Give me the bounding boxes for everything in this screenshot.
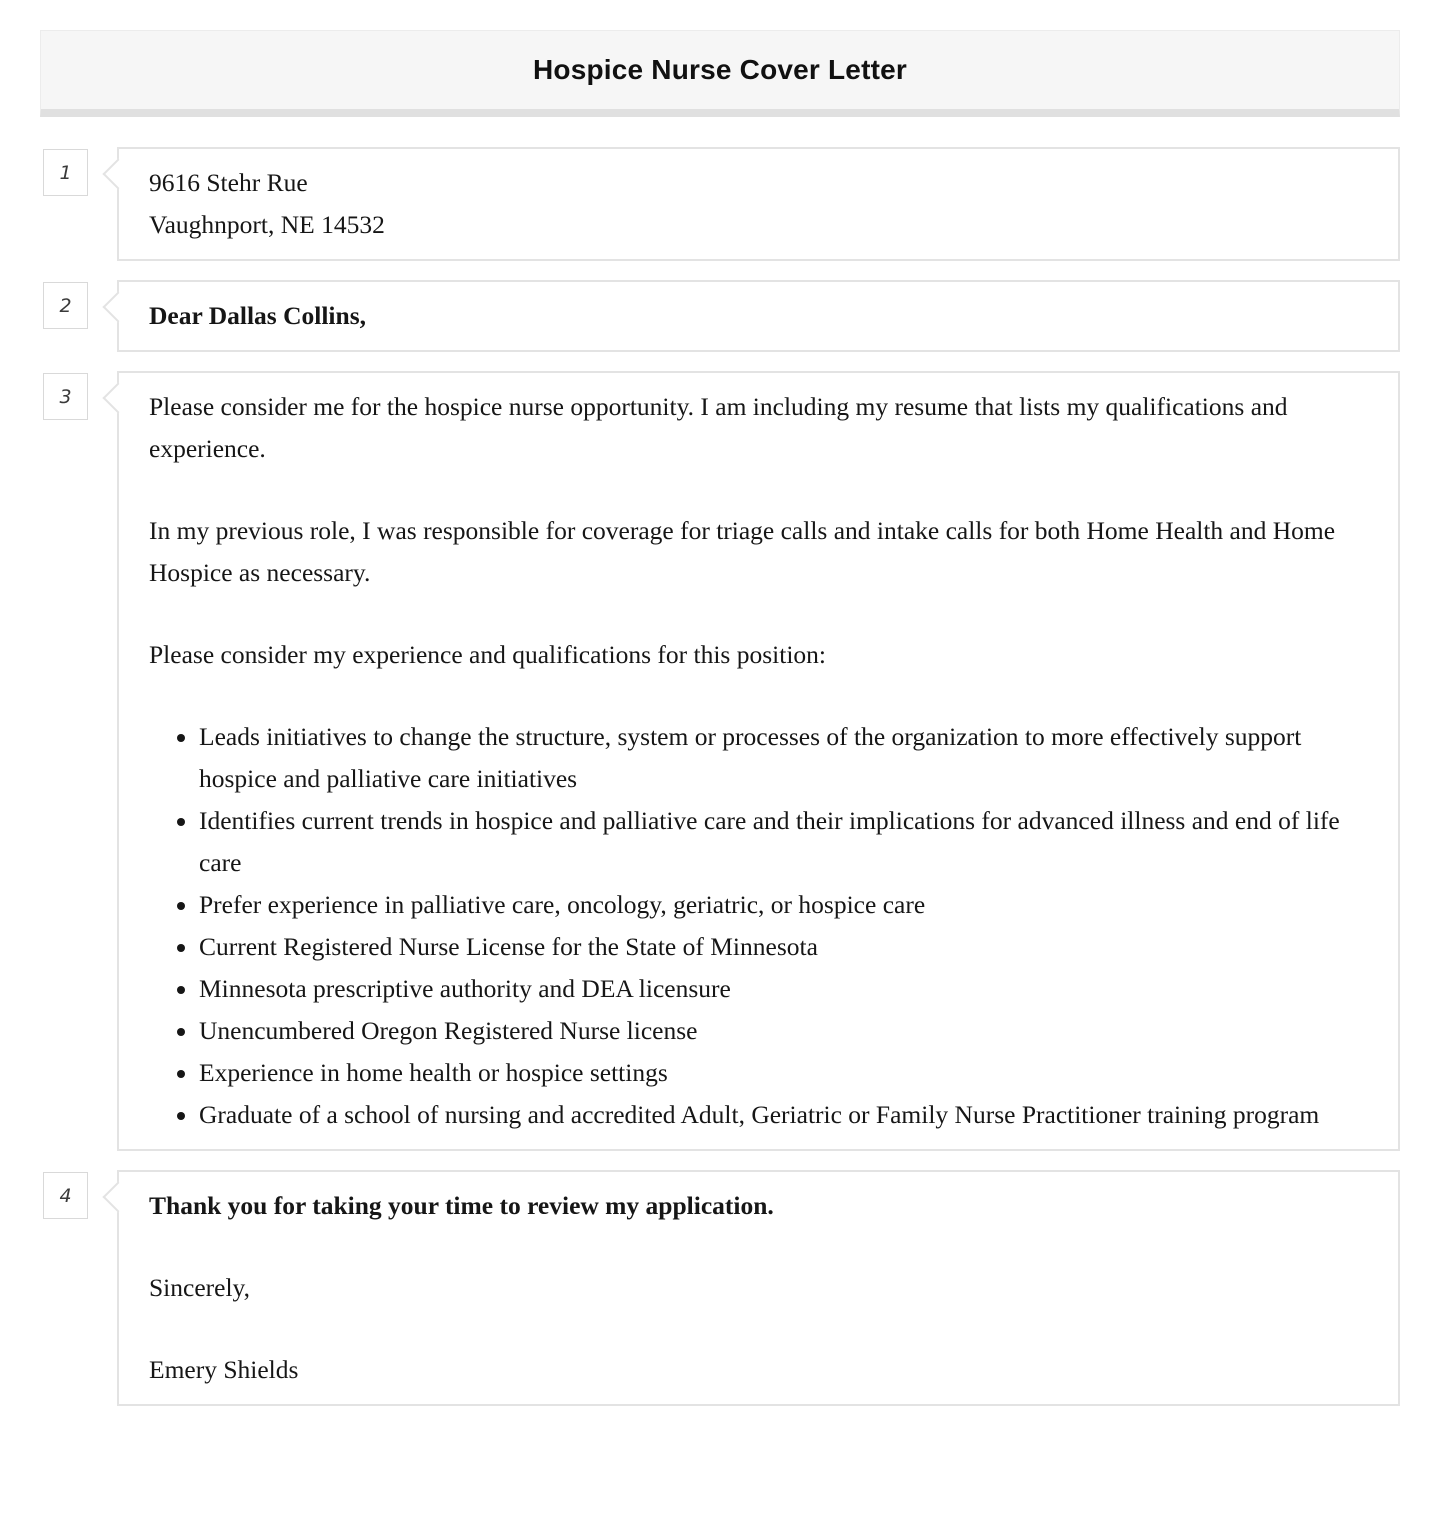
section-number-badge: 3 bbox=[43, 373, 88, 420]
section-address bbox=[59, 147, 1400, 261]
signature-text: Emery Shields bbox=[149, 1355, 299, 1384]
bullet-item: • Leads initiatives to change the structure, system or processes of the organization to more effectively support hospice and palliative care initiatives bbox=[199, 716, 1368, 800]
address-line-2: Vaughnport, NE 14532 bbox=[149, 210, 385, 239]
section-closing bbox=[59, 1170, 1400, 1406]
address-box bbox=[117, 147, 1400, 261]
closing-box bbox=[117, 1170, 1400, 1406]
page-header bbox=[40, 30, 1400, 117]
page-title: Hospice Nurse Cover Letter bbox=[533, 54, 907, 85]
qualifications-list bbox=[149, 716, 1368, 1136]
bullet-item: • Prefer experience in palliative care, oncology, geriatric, or hospice care bbox=[199, 884, 1368, 926]
section-body bbox=[59, 371, 1400, 1151]
body-paragraph-1: Please consider me for the hospice nurse opportunity. I am including my resume that lists my qualifications and experience. bbox=[149, 392, 1288, 463]
body-paragraph-2: In my previous role, I was responsible for coverage for triage calls and intake calls for both Home Health and Home Hospice as necessary. bbox=[149, 516, 1336, 587]
letter-body bbox=[0, 117, 1440, 1406]
section-number-badge: 1 bbox=[43, 149, 88, 196]
bullet-item: • Experience in home health or hospice settings bbox=[199, 1052, 1368, 1094]
bullet-item: • Identifies current trends in hospice and palliative care and their implications for advanced illness and end of life care bbox=[199, 800, 1368, 884]
section-number-badge: 4 bbox=[43, 1172, 88, 1219]
thanks-text: Thank you for taking your time to review my application. bbox=[149, 1191, 774, 1220]
bullet-item: • Unencumbered Oregon Registered Nurse license bbox=[199, 1010, 1368, 1052]
bullet-item: • Minnesota prescriptive authority and DEA licensure bbox=[199, 968, 1368, 1010]
bullet-item: • Current Registered Nurse License for the State of Minnesota bbox=[199, 926, 1368, 968]
body-paragraph-3: Please consider my experience and qualifications for this position: bbox=[149, 640, 826, 669]
section-greeting bbox=[59, 280, 1400, 352]
greeting-box bbox=[117, 280, 1400, 352]
greeting-text: Dear Dallas Collins, bbox=[149, 301, 366, 330]
section-number-badge: 2 bbox=[43, 282, 88, 329]
bullet-item: • Graduate of a school of nursing and accredited Adult, Geriatric or Family Nurse Practitioner training program bbox=[199, 1094, 1368, 1136]
signoff-text: Sincerely, bbox=[149, 1273, 251, 1302]
address-line-1: 9616 Stehr Rue bbox=[149, 168, 308, 197]
body-box bbox=[117, 371, 1400, 1151]
